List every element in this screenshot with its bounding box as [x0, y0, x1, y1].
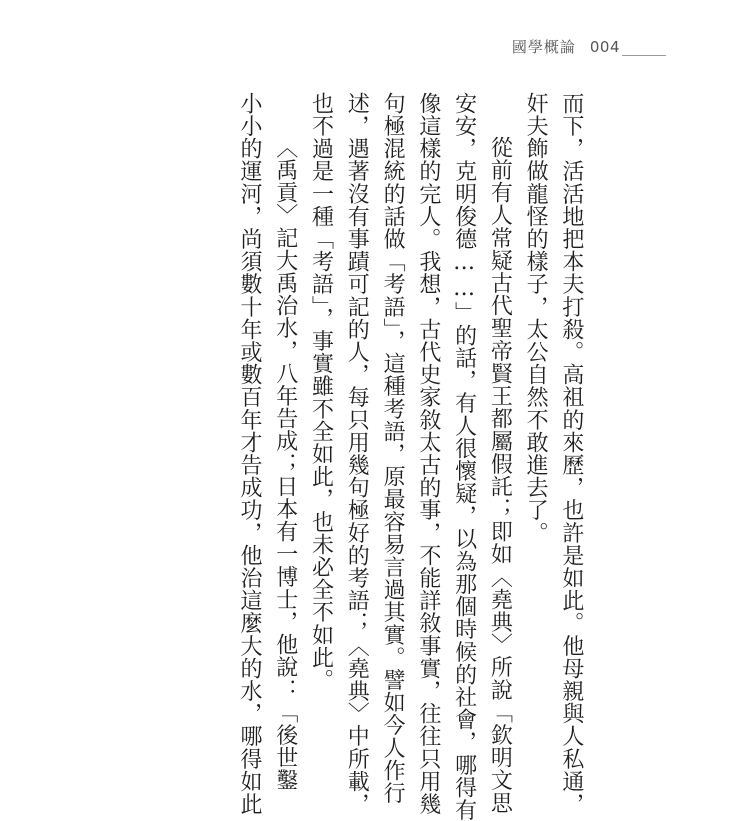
- text-column-5: 像這樣的完人。我想，古代史家敘太古的事，不能詳敘事實，往往只用幾: [415, 92, 441, 816]
- text-column-10: 小小的運河，尚須數十年或數百年才告成功，他治這麼大的水，哪得如此: [237, 92, 262, 816]
- text-column-2: 奸夫飾做龍怪的樣子，太公自然不敢進去了。: [523, 92, 549, 544]
- text-column-9: 〈禹貢〉記大禹治水，八年告成；日本有一博士，他說：「後世鑿: [272, 136, 298, 792]
- text-column-7: 述，遇著沒有事蹟可記的人，每只用幾句極好的考語；〈堯典〉中所載，: [344, 92, 370, 816]
- text-column-3: 從前有人常疑古代聖帝賢王都屬假託；即如〈堯典〉所說「欽明文思: [487, 136, 513, 814]
- text-column-1: 而下，活活地把本夫打殺。高祖的來歷，也許是如此。他母親與人私通，: [558, 92, 584, 816]
- header-rule: [622, 55, 666, 56]
- page-number: 004: [589, 37, 620, 56]
- text-column-4: 安安，克明俊德……」的話，有人很懷疑，以為那個時候的社會，哪得有: [451, 92, 477, 821]
- book-title: 國學概論: [511, 38, 576, 56]
- text-column-6: 句極混統的話做「考語」，這種考語，原最容易言過其實。譬如今人作行: [380, 92, 406, 805]
- vertical-text-block: [235, 92, 585, 821]
- text-column-8: 也不過是一種「考語」，事實雖不全如此，也未必全不如此。: [308, 92, 334, 692]
- running-header: [512, 36, 620, 57]
